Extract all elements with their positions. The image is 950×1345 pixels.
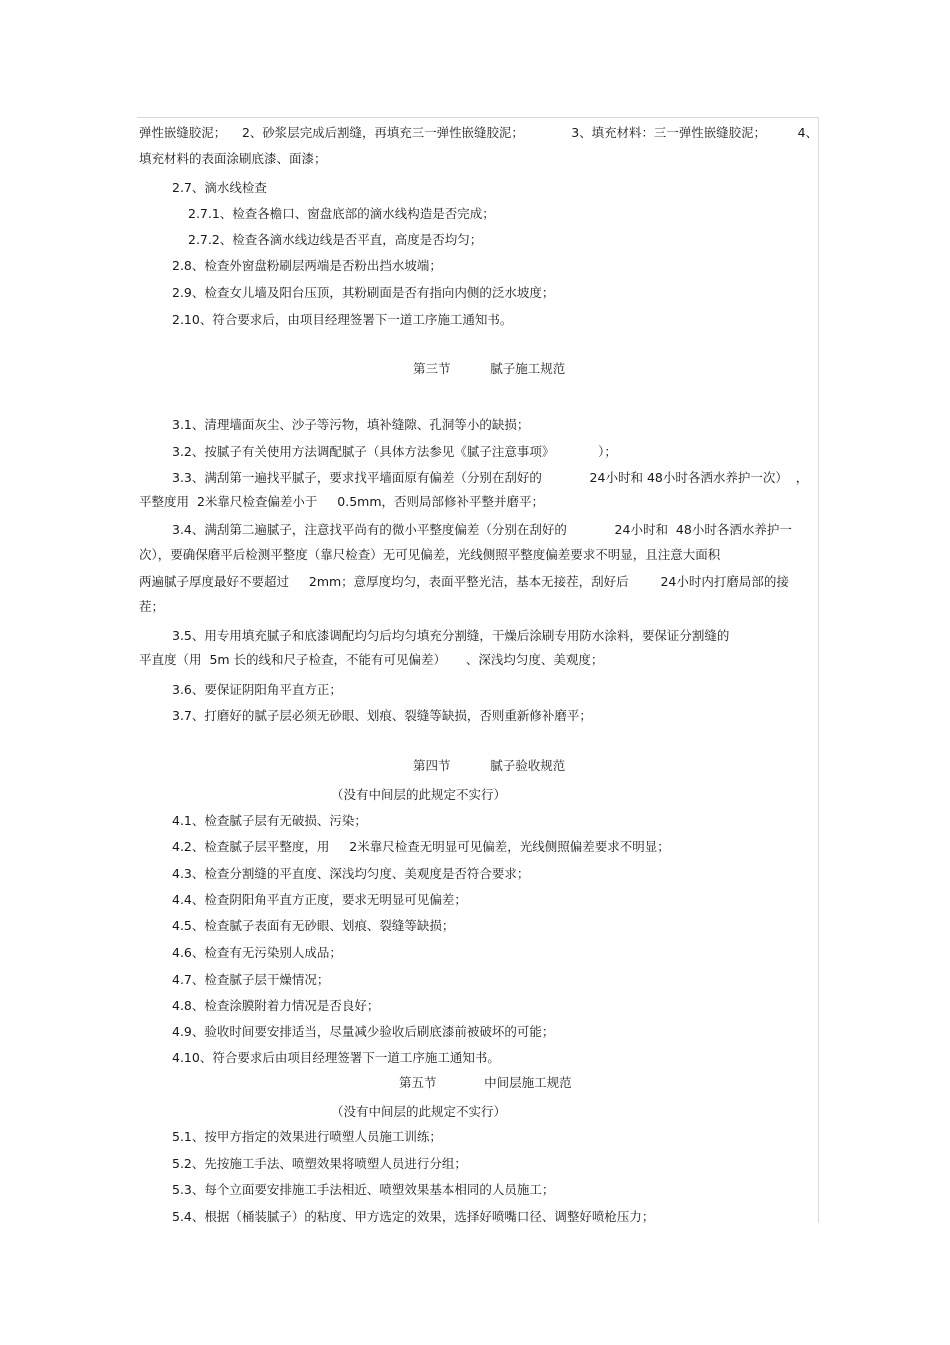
text-line: 茬； bbox=[139, 599, 165, 614]
chapter-title: 第五节 中间层施工规范 bbox=[399, 1075, 572, 1090]
text-line: 3.7、打磨好的腻子层必须无砂眼、划痕、裂缝等缺损，否则重新修补磨平； bbox=[172, 708, 592, 723]
text-line: 2.7.2、检查各滴水线边线是否平直，高度是否均匀； bbox=[188, 232, 483, 247]
section-heading: 2.7、滴水线检查 bbox=[172, 180, 267, 195]
text-line: 填充材料的表面涂刷底漆、面漆； bbox=[139, 151, 327, 166]
text-line: 平整度用 2米靠尺检查偏差小于 0.5mm，否则局部修补平整并磨平； bbox=[139, 494, 544, 509]
text-line: 4.6、检查有无污染别人成品； bbox=[172, 945, 342, 960]
text-line: 4.8、检查涂膜附着力情况是否良好； bbox=[172, 998, 380, 1013]
text-line: 2.9、检查女儿墙及阳台压顶，其粉刷面是否有指向内侧的泛水坡度； bbox=[172, 285, 555, 300]
text-line: 4.5、检查腻子表面有无砂眼、划痕、裂缝等缺损； bbox=[172, 918, 455, 933]
text-line: 两遍腻子厚度最好不要超过 2mm；意厚度均匀，表面平整光洁，基本无接茬，刮好后 24小时内打磨局部的接 bbox=[139, 574, 789, 589]
chapter-note: （没有中间层的此规定不实行） bbox=[331, 1104, 507, 1119]
text-line: 2.7.1、检查各檐口、窗盘底部的滴水线构造是否完成； bbox=[188, 206, 495, 221]
text-line: 4.1、检查腻子层有无破损、污染； bbox=[172, 813, 367, 828]
text-line: 4.2、检查腻子层平整度，用 2米靠尺检查无明显可见偏差，光线侧照偏差要求不明显； bbox=[172, 839, 670, 854]
text-line: 4.9、验收时间要安排适当，尽量减少验收后刷底漆前被破坏的可能； bbox=[172, 1024, 555, 1039]
text-line: 4.10、符合要求后由项目经理签署下一道工序施工通知书。 bbox=[172, 1050, 500, 1065]
text-line: 弹性嵌缝胶泥； 2、砂浆层完成后割缝，再填充三一弹性嵌缝胶泥； 3、填充材料：三一弹性嵌缝胶泥； 4、 bbox=[139, 125, 819, 140]
chapter-title: 第三节 腻子施工规范 bbox=[413, 361, 566, 376]
text-line: 3.5、用专用填充腻子和底漆调配均匀后均匀填充分割缝，干燥后涂刷专用防水涂料，要保证分割缝的 bbox=[172, 628, 730, 643]
text-line: 5.1、按甲方指定的效果进行喷塑人员施工训练； bbox=[172, 1129, 442, 1144]
chapter-title: 第四节 腻子验收规范 bbox=[413, 758, 566, 773]
text-line: 2.10、符合要求后，由项目经理签署下一道工序施工通知书。 bbox=[172, 312, 513, 327]
text-line: 4.4、检查阴阳角平直方正度，要求无明显可见偏差； bbox=[172, 892, 467, 907]
text-line: 4.7、检查腻子层干燥情况； bbox=[172, 972, 330, 987]
text-line: 4.3、检查分割缝的平直度、深浅均匀度、美观度是否符合要求； bbox=[172, 866, 530, 881]
text-line: 次），要确保磨平后检测平整度（靠尺检查）无可见偏差，光线侧照平整度偏差要求不明显，且注意大面积 bbox=[139, 547, 721, 562]
text-line: 3.4、满刮第二遍腻子，注意找平尚有的微小平整度偏差（分别在刮好的 24小时和 48小时各洒水养护一 bbox=[172, 522, 792, 537]
text-line: 3.6、要保证阴阳角平直方正； bbox=[172, 682, 342, 697]
chapter-note: （没有中间层的此规定不实行） bbox=[331, 787, 507, 802]
text-line: 5.3、每个立面要安排施工手法相近、喷塑效果基本相同的人员施工； bbox=[172, 1182, 555, 1197]
text-line: 3.1、清理墙面灰尘、沙子等污物，填补缝隙、孔洞等小的缺损； bbox=[172, 417, 530, 432]
text-line: 5.4、根据（桶装腻子）的粘度、甲方选定的效果，选择好喷嘴口径、调整好喷枪压力； bbox=[172, 1209, 655, 1224]
text-line: 5.2、先按施工手法、喷塑效果将喷塑人员进行分组； bbox=[172, 1156, 467, 1171]
text-line: 3.3、满刮第一遍找平腻子，要求找平墙面原有偏差（分别在刮好的 24小时和 48小时各洒水养护一次） ， bbox=[172, 470, 809, 485]
text-line: 3.2、按腻子有关使用方法调配腻子（具体方法参见《腻子注意事项》 ）； bbox=[172, 444, 617, 459]
text-line: 2.8、检查外窗盘粉刷层两端是否粉出挡水坡端； bbox=[172, 258, 442, 273]
text-line: 平直度（用 5m 长的线和尺子检查，不能有可见偏差） 、深浅均匀度、美观度； bbox=[139, 652, 604, 667]
